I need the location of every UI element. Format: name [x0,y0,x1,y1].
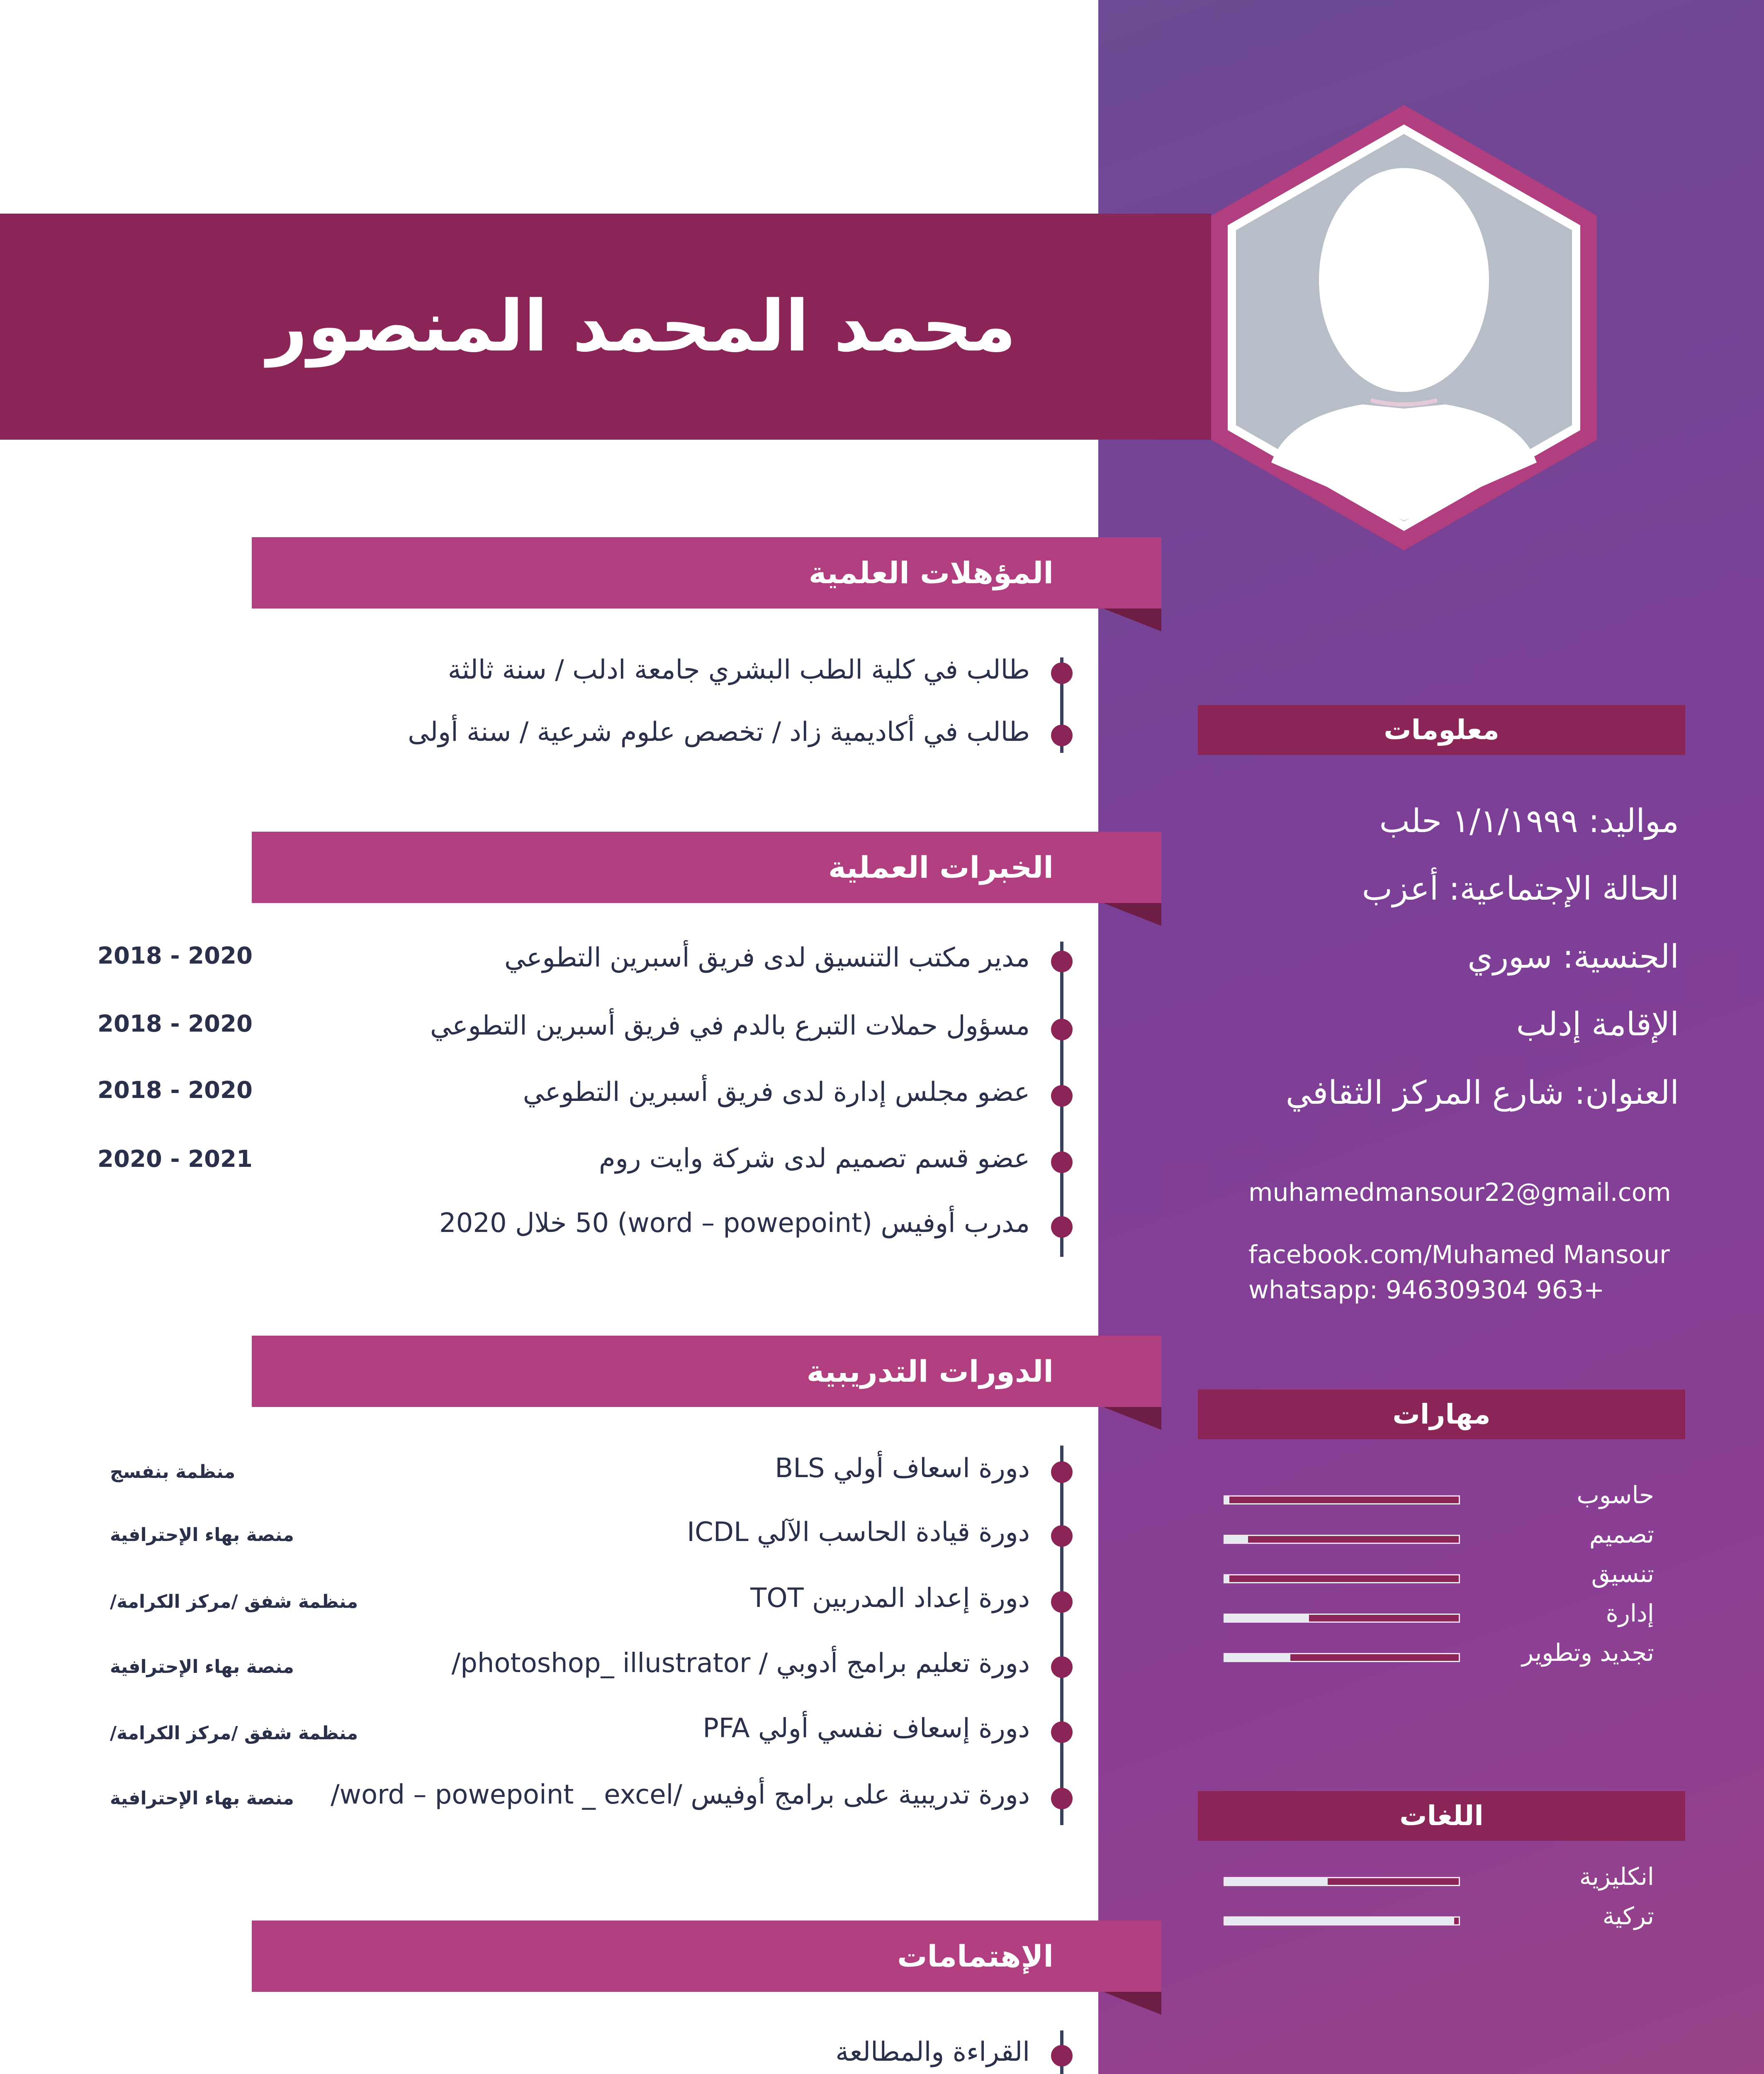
experience-date: 2018 - 2020 [97,1010,253,1037]
skill-level-bar [1224,1535,1460,1544]
skill-level-bar [1224,1495,1460,1504]
timeline-dot [1051,1525,1073,1547]
skill-level-fill [1225,1615,1309,1621]
section-title: الإهتمامات [897,1939,1054,1974]
section-arrow [1099,832,1161,903]
info-line: الحالة الإجتماعية: أعزب [1362,870,1679,908]
section-fold [1103,1992,1161,2015]
timeline-dot [1051,1461,1073,1483]
section-fold [1103,609,1161,631]
experience-item: مسؤول حملات التبرع بالدم في فريق أسبرين التطوعي [430,1010,1030,1041]
section-fold [1103,1407,1161,1430]
experience-date: 2018 - 2020 [97,942,253,969]
timeline-dot [1051,1216,1073,1238]
course-org: منظمة بنفسج [110,1461,236,1482]
experience-item: مدرب أوفيس (word – powepoint) 50 خلال 2020 [439,1208,1030,1239]
section-title: الدورات التدريبية [806,1354,1054,1389]
facebook-text: facebook.com/Muhamed Mansour [1248,1240,1670,1269]
skill-level-fill [1225,1536,1248,1543]
course-org: منظمة شفق /مركز الكرامة/ [110,1723,358,1744]
language-level-bar [1224,1916,1460,1926]
course-item: دورة إعداد المدربين TOT [750,1583,1030,1614]
course-item: دورة تعليم برامج أدوبي / photoshop_ illustrator/ [451,1648,1030,1679]
timeline-dot [1051,1085,1073,1107]
email-text: muhamedmansour22@gmail.com [1248,1178,1671,1207]
skill-level-bar [1224,1653,1460,1662]
experience-item: عضو قسم تصميم لدى شركة وايت روم [599,1143,1030,1174]
course-org: منصة بهاء الإحترافية [110,1524,294,1546]
experience-date: 2020 - 2021 [97,1146,253,1173]
language-level-bar [1224,1877,1460,1886]
skill-label: تصميم [1589,1520,1654,1548]
section-header-education [252,537,1161,609]
section-title: المؤهلات العلمية [808,555,1054,590]
section-arrow [1099,1921,1161,1992]
timeline-dot [1051,2045,1073,2067]
skill-level-fill [1225,1497,1229,1503]
timeline-dot [1051,1656,1073,1678]
info-header: معلومات [1198,705,1685,755]
info-line: الجنسية: سوري [1467,938,1679,976]
timeline-dot [1051,1721,1073,1743]
timeline-dot [1051,1788,1073,1809]
skill-level-fill [1225,1575,1229,1582]
skill-level-bar [1224,1574,1460,1583]
experience-date: 2018 - 2020 [97,1077,253,1104]
skill-label: تنسيق [1591,1560,1654,1588]
skill-level-fill [1225,1654,1290,1661]
education-item: طالب في كلية الطب البشري جامعة ادلب / سنة ثالثة [448,655,1030,685]
person-name: محمد المحمد المنصور [267,285,1016,368]
interest-item: القراءة والمطالعة [835,2037,1030,2067]
timeline-line [1060,1446,1063,1825]
language-level-fill [1225,1918,1454,1924]
course-item: دورة اسعاف أولي BLS [775,1453,1030,1484]
timeline-dot [1051,725,1073,746]
timeline-dot [1051,1019,1073,1040]
course-org: منظمة شفق /مركز الكرامة/ [110,1591,358,1612]
skill-level-bar [1224,1614,1460,1623]
language-level-fill [1225,1878,1328,1885]
education-item: طالب في أكاديمية زاد / تخصص علوم شرعية / سنة أولى [408,717,1030,747]
course-org: منصة بهاء الإحترافية [110,1656,294,1677]
skill-label: إدارة [1606,1599,1654,1627]
language-label: تركية [1602,1902,1654,1930]
experience-item: مدير مكتب التنسيق لدى فريق أسبرين التطوعي [504,942,1030,973]
languages-header: اللغات [1198,1791,1685,1841]
timeline-dot [1051,662,1073,684]
experience-item: عضو مجلس إدارة لدى فريق أسبرين التطوعي [523,1077,1030,1108]
skills-header: مهارات [1198,1390,1685,1439]
section-arrow [1099,537,1161,609]
section-header-experience [252,832,1161,903]
section-fold [1103,903,1161,926]
course-item: دورة قيادة الحاسب الآلي ICDL [687,1517,1030,1548]
timeline-dot [1051,1151,1073,1173]
section-header-interests [252,1921,1161,1992]
skill-label: حاسوب [1577,1481,1654,1509]
section-title: الخبرات العملية [828,850,1054,885]
timeline-dot [1051,951,1073,972]
profile-photo [1205,102,1603,554]
section-header-courses [252,1336,1161,1407]
info-line: الإقامة إدلب [1516,1006,1679,1043]
skill-label: تجديد وتطوير [1522,1638,1654,1667]
course-item: دورة إسعاف نفسي أولي PFA [703,1713,1030,1744]
course-org: منصة بهاء الإحترافية [110,1788,294,1809]
course-item: دورة تدريبية على برامج أوفيس /word – powepoint _ excel/ [331,1779,1030,1810]
info-line: العنوان: شارع المركز الثقافي [1285,1074,1679,1112]
section-arrow [1099,1336,1161,1407]
timeline-dot [1051,1591,1073,1613]
whatsapp-text: whatsapp: 946309304 963+ [1248,1276,1605,1305]
info-line: مواليد: ١/١/١٩٩٩ حلب [1379,803,1679,840]
language-label: انكليزية [1579,1862,1654,1891]
